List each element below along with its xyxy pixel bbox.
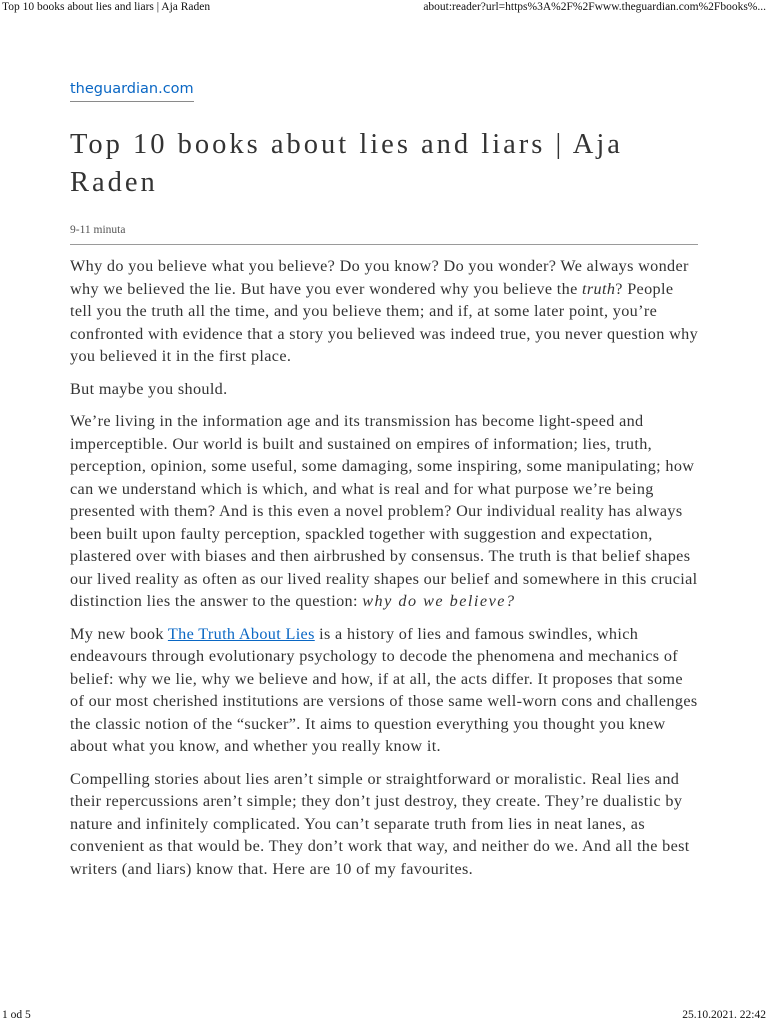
article-title: Top 10 books about lies and liars | Aja Raden [70,129,623,198]
paragraph-1-text-b: ? People tell you the truth all the time, and you believe them; and if, at some later point, you’re confronted with evidence that a story you believed was indeed true, you never question why you believed it in the first place. [70,279,699,365]
reading-time: 9-11 minuta [70,224,126,236]
paragraph-5: Compelling stories about lies aren’t simple or straightforward or moralistic. Real lies and their repercussions aren’t simple; they don’t just destroy, they create. They’re dualistic by nature and infinitely complicated. You can’t separate truth from lies in neat lanes, as convenient as that would be. They don’t work that way, and neither do we. And all the best writers (and liars) know that. Here are 10 of my favourites. [70,769,690,878]
paragraph-4-text-b: is a history of lies and famous swindles, which endeavours through evolutionary psychology to decode the phenomena and mechanics of belief: why we lie, why we believe and how, if at all, the acts differ. It proposes that some of our most cherished institutions are versions of those same well-worn cons and challenges the classic notion of the “sucker”. It aims to question everything you thought you knew about what you know, and whether you really know it. [70,624,698,755]
paragraph-1-text-a: Why do you believe what you believe? Do you know? Do you wonder? We always wonder why we believed the lie. But have you ever wondered why you believe the [70,257,689,298]
reader-view [70,78,698,890]
article-content [70,255,698,880]
print-header-title: Top 10 books about lies and liars | Aja Raden [2,1,211,13]
print-datetime: 25.10.2021. 22:42 [682,1009,766,1021]
paragraph-2: But maybe you should. [70,379,228,398]
paragraph-3-emphasis: why do we believe? [362,592,516,610]
page-number: 1 od 5 [2,1009,31,1021]
book-link[interactable]: The Truth About Lies [167,624,315,643]
print-footer [0,1008,768,1024]
paragraph-3-text: We’re living in the information age and its transmission has become light-speed and imperceptible. Our world is built and sustained on empires of information; lies, truth, perception, opinion, some useful, some damaging, some inspiring, some manipulating; how can we understand which is which, and what is real and for what purpose we’re being presented with them? And is this even a novel problem? Our individual reality has always been built upon faulty perception, spackled together with suggestion and expectation, plastered over with biases and then airbrushed by consensus. The truth is that belief shapes our lived reality as often as our lived reality shapes our belief and somewhere in this crucial distinction lies the answer to the question: [70,412,698,610]
paragraph-3 [70,410,698,613]
source-domain-link[interactable]: theguardian.com [70,81,194,102]
paragraph-4-text-a: My new book [70,624,168,643]
print-header [0,0,768,16]
print-header-url: about:reader?url=https%3A%2F%2Fwww.theguardian.com%2Fbooks%... [423,1,766,13]
paragraph-1-emphasis: truth [582,279,616,298]
header-divider [70,244,698,245]
paragraph-4 [70,623,698,758]
paragraph-1 [70,255,698,368]
